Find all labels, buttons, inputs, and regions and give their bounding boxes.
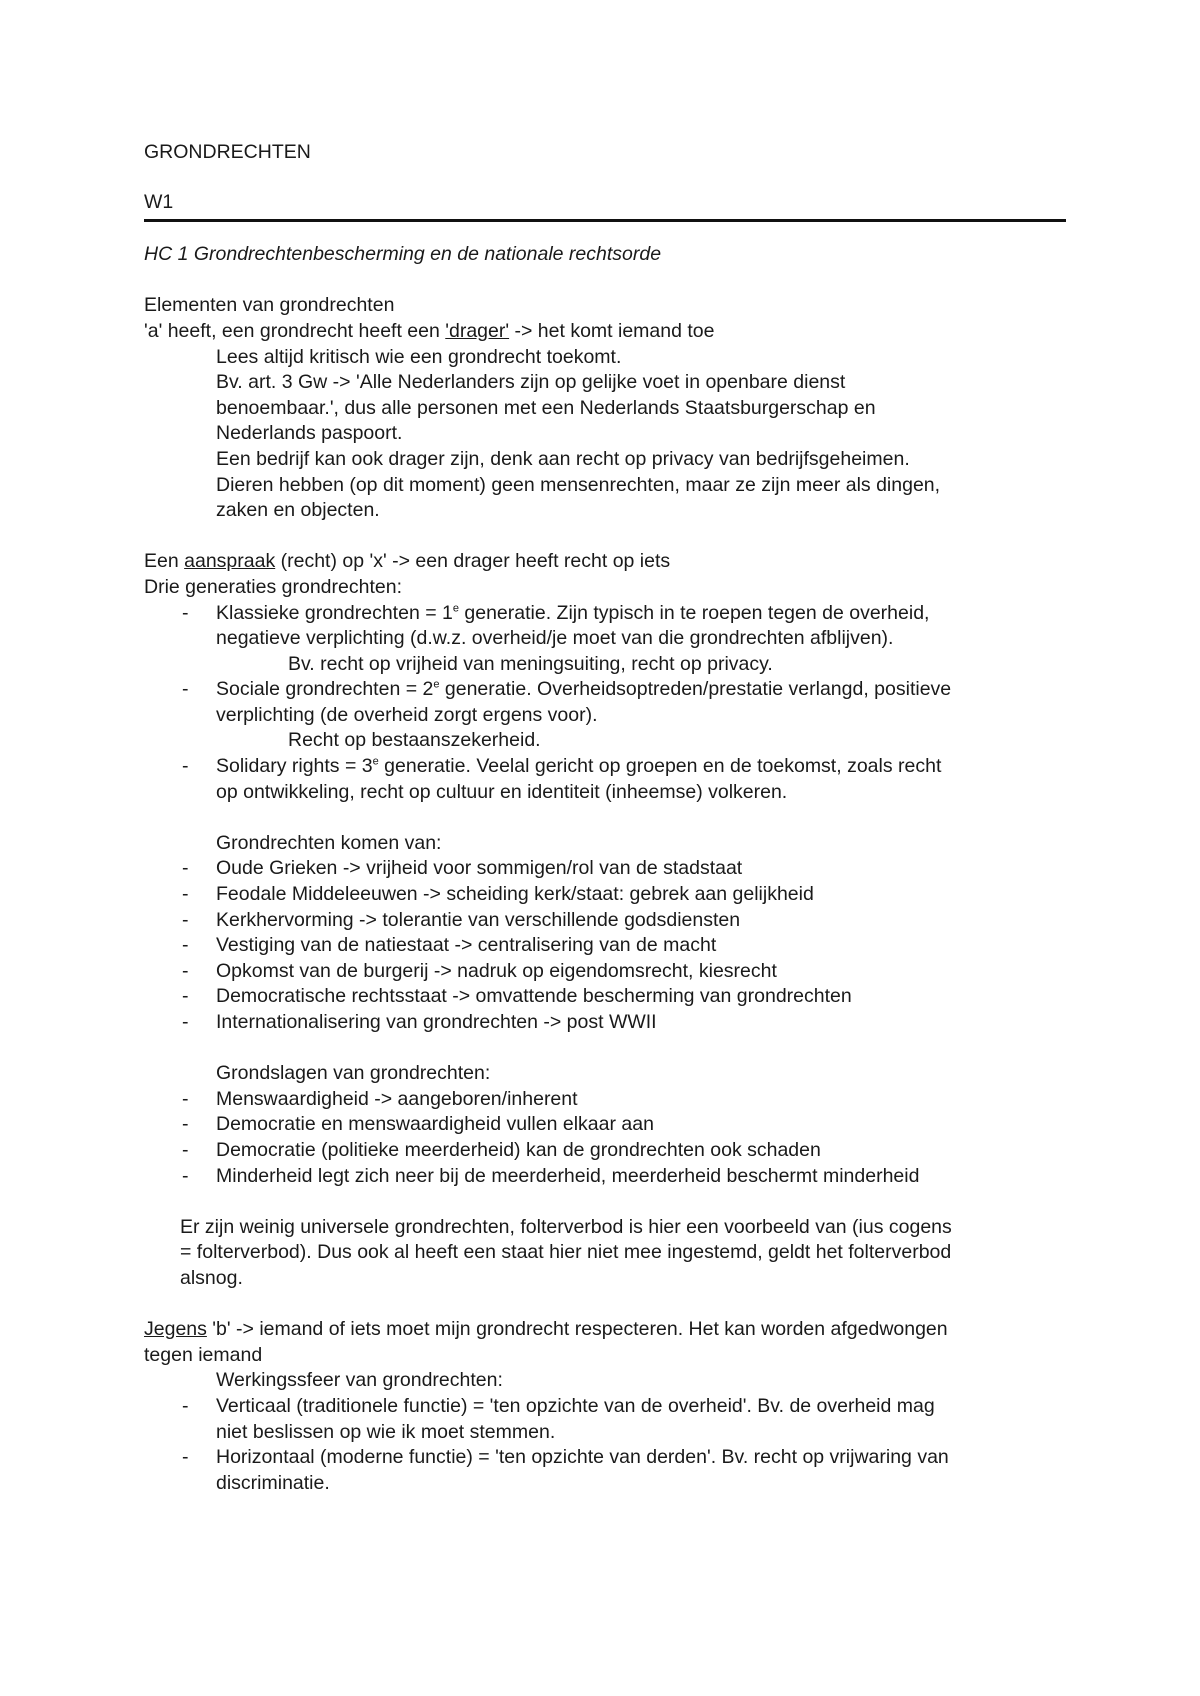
list-item: - Opkomst van de burgerij -> nadruk op eigendomsrecht, kiesrecht	[182, 959, 777, 982]
drager-line: 'a' heeft, een grondrecht heeft een 'drager' -> het komt iemand toe	[144, 319, 715, 342]
list-item: - Sociale grondrechten = $2^e$ generatie. Overheidsoptreden/prestatie verlangd, positieve	[182, 678, 952, 701]
grondslagen-heading: Grondslagen van grondrechten:	[216, 1062, 491, 1085]
drager-note: benoembaar.', dus alle personen met een Nederlands Staatsburgerschap en	[216, 396, 876, 419]
list-item: - Internationalisering van grondrechten -> post WWII	[182, 1011, 657, 1033]
werkingssfeer-heading: Werkingssfeer van grondrechten:	[216, 1369, 503, 1392]
list-item-continued: op ontwikkeling, recht op cultuur en identiteit (inheemse) volkeren.	[216, 780, 788, 803]
list-item: - Democratie en menswaardigheid vullen elkaar aan	[182, 1113, 654, 1136]
aanspraak-term: aanspraak	[184, 550, 276, 573]
drager-term: 'drager'	[445, 319, 510, 342]
drager-note: Een bedrijf kan ook drager zijn, denk aan recht op privacy van bedrijfsgeheimen.	[216, 447, 910, 470]
list-item: - Democratische rechtsstaat -> omvattende bescherming van grondrechten	[182, 985, 852, 1008]
list-item: - Vestiging van de natiestaat -> centralisering van de macht	[182, 934, 717, 957]
list-item-continued: verplichting (de overheid zorgt ergens voor).	[216, 703, 598, 726]
generaties-heading: Drie generaties grondrechten:	[144, 575, 402, 598]
jegens-line: Jegens 'b' -> iemand of iets moet mijn grondrecht respecteren. Het kan worden afgedwongen	[144, 1318, 948, 1341]
week-label: W1	[144, 190, 174, 213]
list-item: - Solidary rights = $3^e$ generatie. Veelal gericht op groepen en de toekomst, zoals recht	[182, 755, 942, 778]
komen-van-heading: Grondrechten komen van:	[216, 831, 442, 854]
list-item-continued: discriminatie.	[216, 1471, 330, 1494]
list-item: - Horizontaal (moderne functie) = 'ten opzichte van derden'. Bv. recht op vrijwaring van	[182, 1446, 949, 1469]
example-line: Bv. recht op vrijheid van meningsuiting, recht op privacy.	[288, 652, 773, 675]
aanspraak-line: Een aanspraak (recht) op 'x' -> een drager heeft recht op iets	[144, 550, 671, 573]
lecture-heading: HC 1 Grondrechtenbescherming en de nationale rechtsorde	[144, 243, 662, 266]
list-item-continued: negatieve verplichting (d.w.z. overheid/je moet van die grondrechten afblijven).	[216, 627, 894, 650]
list-item: - Democratie (politieke meerderheid) kan de grondrechten ook schaden	[182, 1138, 821, 1161]
drager-note: Bv. art. 3 Gw -> 'Alle Nederlanders zijn op gelijke voet in openbare dienst	[216, 371, 846, 394]
drager-note: Dieren hebben (op dit moment) geen mensenrechten, maar ze zijn meer als dingen,	[216, 473, 941, 496]
drager-note: Lees altijd kritisch wie een grondrecht toekomt.	[216, 345, 622, 368]
list-item: - Oude Grieken -> vrijheid voor sommigen/rol van de stadstaat	[182, 857, 743, 880]
document-title: GRONDRECHTEN	[144, 141, 311, 163]
jegens-line-continued: tegen iemand	[144, 1343, 263, 1366]
jegens-term: Jegens	[144, 1318, 207, 1341]
elementen-heading: Elementen van grondrechten	[144, 294, 395, 317]
drager-note: zaken en objecten.	[216, 499, 380, 522]
example-line: Recht op bestaanszekerheid.	[288, 729, 541, 752]
list-item: - Klassieke grondrechten = $1^e$ generatie. Zijn typisch in te roepen tegen de overheid,	[182, 601, 930, 624]
list-item: - Feodale Middeleeuwen -> scheiding kerk/staat: gebrek aan gelijkheid	[182, 883, 814, 906]
list-item-continued: niet beslissen op wie ik moet stemmen.	[216, 1420, 556, 1443]
list-item: - Minderheid legt zich neer bij de meerderheid, meerderheid beschermt minderheid	[182, 1164, 920, 1187]
horizontal-rule	[144, 219, 1066, 222]
document-content	[144, 140, 1064, 1496]
universeel-paragraph: Er zijn weinig universele grondrechten, folterverbod is hier een voorbeeld van (ius cogens = folterverbod). Dus ook al heeft een staat hier niet mee ingestemd, geldt het folterverbod alsnog.	[180, 1215, 952, 1289]
list-item: - Kerkhervorming -> tolerantie van verschillende godsdiensten	[182, 908, 741, 931]
drager-note: Nederlands paspoort.	[216, 422, 403, 445]
list-item: - Menswaardigheid -> aangeboren/inherent	[182, 1087, 578, 1110]
list-item: - Verticaal (traditionele functie) = 'ten opzichte van de overheid'. Bv. de overheid mag	[182, 1394, 935, 1417]
